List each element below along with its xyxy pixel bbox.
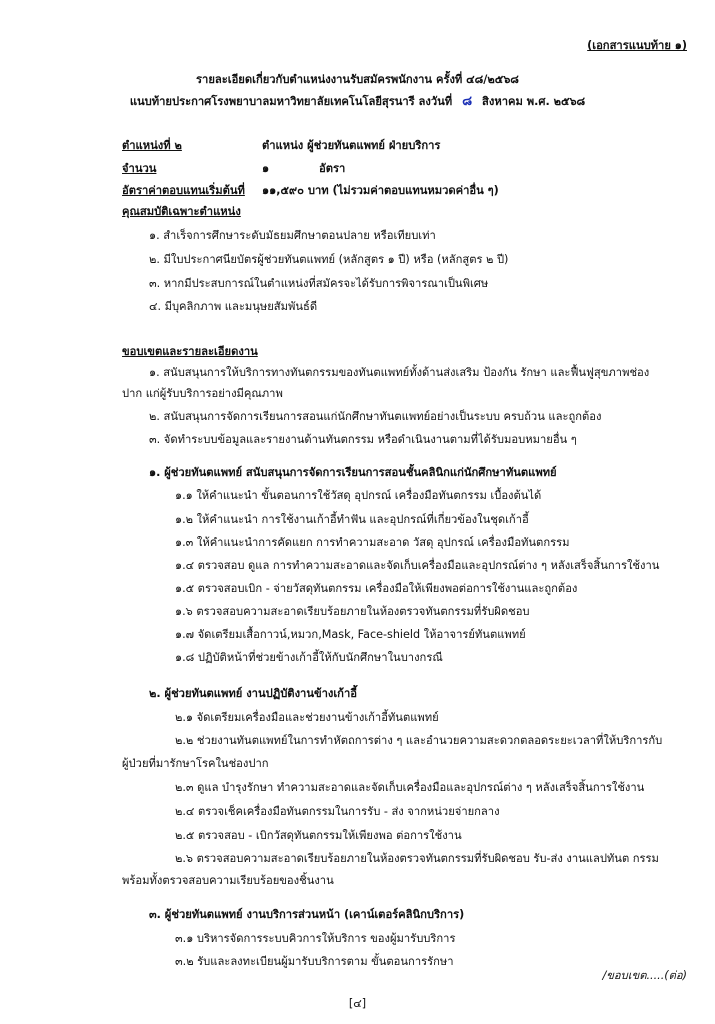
pay-label: อัตราค่าตอบแทนเริ่มต้นที่ (122, 184, 245, 197)
section-3-item: ๓.๒ รับและลงทะเบียนผู้มารับบริการตาม ขั้นตอนการรักษา (175, 955, 454, 968)
qualification-item: ๒. มีใบประกาศนียบัตรผู้ช่วยทันตแพทย์ (หลักสูตร ๑ ปี) หรือ (หลักสูตร ๒ ปี) (149, 253, 509, 266)
section-1-item: ๑.๓ ให้คำแนะนำการคัดแยก การทำความสะอาด วัสดุ อุปกรณ์ เครื่องมือทันตกรรม (175, 536, 570, 549)
count-unit: อัตรา (319, 162, 346, 175)
section-3-heading: ๓. ผู้ช่วยทันตแพทย์ งานบริการส่วนหน้า (เคาน์เตอร์คลินิกบริการ) (149, 908, 465, 921)
title-line-2-after: สิงหาคม พ.ศ. ๒๕๖๘ (482, 95, 586, 108)
section-2-item-2-line-2: ผู้ป่วยที่มารักษาโรคในช่องปาก (122, 757, 269, 770)
pay-value: ๑๑,๕๙๐ บาท (ไม่รวมค่าตอบแทนหมวดค่าอื่น ๆ) (262, 184, 499, 197)
section-2-item-2-line-1: ๒.๒ ช่วยงานทันตแพทย์ในการทำหัตถการต่าง ๆ และอำนวยความสะดวกตลอดระยะเวลาที่ให้บริการกับ (175, 734, 663, 747)
position-title: ตำแหน่ง ผู้ช่วยทันตแพทย์ ฝ่ายบริการ (262, 139, 441, 152)
section-1-item: ๑.๖ ตรวจสอบความสะอาดเรียบร้อยภายในห้องตรวจทันตกรรมที่รับผิดชอบ (175, 605, 530, 618)
qualification-item: ๔. มีบุคลิกภาพ และมนุษยสัมพันธ์ดี (149, 300, 318, 313)
annex-label: (เอกสารแนบท้าย ๑) (587, 39, 687, 52)
handwritten-day: ๘ (462, 94, 473, 109)
section-1-item: ๑.๑ ให้คำแนะนำ ขั้นตอนการใช้วัสดุ อุปกรณ์ เครื่องมือทันตกรรม เบื้องต้นได้ (175, 489, 542, 502)
qualification-item: ๑. สำเร็จการศึกษาระดับมัธยมศึกษาตอนปลาย หรือเทียบเท่า (149, 229, 436, 242)
section-2-item-3: ๒.๓ ดูแล บำรุงรักษา ทำความสะอาดและจัดเก็บเครื่องมือและอุปกรณ์ต่าง ๆ หลังเสร็จสิ้นการใช้งาน (175, 781, 645, 794)
section-1-heading: ๑. ผู้ช่วยทันตแพทย์ สนับสนุนการจัดการเรียนการสอนชั้นคลินิกแก่นักศึกษาทันตแพทย์ (149, 466, 557, 479)
position-no-label: ตำแหน่งที่ ๒ (122, 139, 182, 152)
section-2-heading: ๒. ผู้ช่วยทันตแพทย์ งานปฏิบัติงานข้างเก้าอี้ (149, 687, 357, 700)
continued-marker: /ขอบเขต.....(ต่อ) (602, 969, 687, 982)
count-value: ๑ (262, 162, 270, 175)
section-2-item-1: ๒.๑ จัดเตรียมเครื่องมือและช่วยงานข้างเก้าอี้ทันตแพทย์ (175, 711, 439, 724)
section-3-item: ๓.๑ บริหารจัดการระบบคิวการให้บริการ ของผู้มารับบริการ (175, 932, 456, 945)
scope-item-1-line-1: ๑. สนับสนุนการให้บริการทางทันตกรรมของทันตแพทย์ทั้งด้านส่งเสริม ป้องกัน รักษา และฟื้นฟูสุขภาพช่อง (149, 366, 650, 379)
section-1-item: ๑.๗ จัดเตรียมเสื้อกาวน์,หมวก,Mask, Face-shield ให้อาจารย์ทันตแพทย์ (175, 628, 526, 641)
scope-item-1-line-2: ปาก แก่ผู้รับบริการอย่างมีคุณภาพ (122, 387, 283, 400)
title-line-1: รายละเอียดเกี่ยวกับตำแหน่งงานรับสมัครพนักงาน ครั้งที่ ๔๘/๒๕๖๘ (196, 73, 519, 86)
scope-item-3: ๓. จัดทำระบบข้อมูลและรายงานด้านทันตกรรม หรือดำเนินงานตามที่ได้รับมอบหมายอื่น ๆ (149, 433, 577, 446)
qualification-item: ๓. หากมีประสบการณ์ในตำแหน่งที่สมัครจะได้รับการพิจารณาเป็นพิเศษ (149, 277, 489, 290)
title-line-2-before: แนบท้ายประกาศโรงพยาบาลมหาวิทยาลัยเทคโนโลยีสุรนารี ลงวันที่ (129, 95, 453, 108)
section-1-item: ๑.๕ ตรวจสอบเบิก - จ่ายวัสดุทันตกรรม เครื่องมือให้เพียงพอต่อการใช้งานและถูกต้อง (175, 582, 578, 595)
page-number: [๔] (348, 997, 367, 1010)
section-1-item: ๑.๘ ปฏิบัติหน้าที่ช่วยข้างเก้าอี้ให้กับนักศึกษาในบางกรณี (175, 651, 443, 664)
section-2-item-4: ๒.๔ ตรวจเช็คเครื่องมือทันตกรรมในการรับ - ส่ง จากหน่วยจ่ายกลาง (175, 805, 500, 818)
qualifications-heading: คุณสมบัติเฉพาะตำแหน่ง (122, 205, 241, 218)
section-2-item-5: ๒.๕ ตรวจสอบ - เบิกวัสดุทันตกรรมให้เพียงพอ ต่อการใช้งาน (175, 829, 462, 842)
section-2-item-6-line-1: ๒.๖ ตรวจสอบความสะอาดเรียบร้อยภายในห้องตรวจทันตกรรมที่รับผิดชอบ รับ-ส่ง งานแลปทันต กรรม (175, 852, 659, 865)
title-line-2 (0, 94, 715, 110)
count-label: จำนวน (122, 162, 157, 175)
scope-item-2: ๒. สนับสนุนการจัดการเรียนการสอนแก่นักศึกษาทันตแพทย์อย่างเป็นระบบ ครบถ้วน และถูกต้อง (149, 410, 602, 423)
section-2-item-6-line-2: พร้อมทั้งตรวจสอบความเรียบร้อยของชิ้นงาน (122, 874, 334, 887)
scope-heading: ขอบเขตและรายละเอียดงาน (122, 345, 258, 358)
section-1-item: ๑.๔ ตรวจสอบ ดูแล การทำความสะอาดและจัดเก็บเครื่องมือและอุปกรณ์ต่าง ๆ หลังเสร็จสิ้นการใช้งาน (175, 559, 660, 572)
section-1-item: ๑.๒ ให้คำแนะนำ การใช้งานเก้าอี้ทำฟัน และอุปกรณ์ที่เกี่ยวข้องในชุดเก้าอี้ (175, 513, 529, 526)
